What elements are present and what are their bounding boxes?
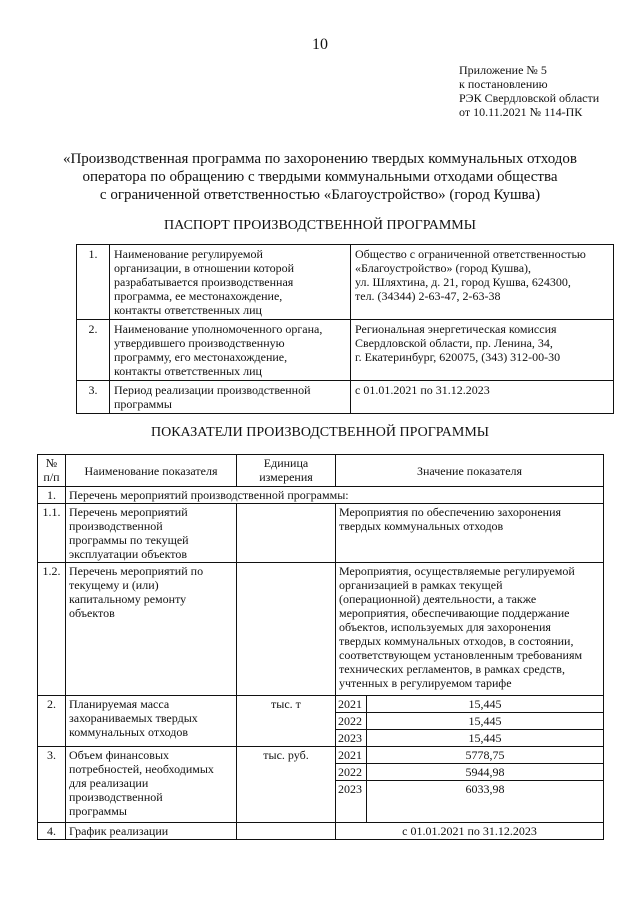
indicators-heading: ПОКАЗАТЕЛИ ПРОИЗВОДСТВЕННОЙ ПРОГРАММЫ (150, 425, 490, 440)
row-number: 1. (38, 487, 66, 504)
passport-row (77, 381, 614, 414)
table-row (38, 487, 604, 504)
value-cell: 15,445 (367, 696, 604, 713)
row-number: 3. (38, 747, 66, 823)
indicator-unit (237, 823, 336, 840)
indicator-name: Планируемая масса захораниваемых твердых коммунальных отходов (66, 696, 237, 747)
indicator-value: Мероприятия по обеспечению захоронения твердых коммунальных отходов (336, 504, 604, 563)
passport-heading: ПАСПОРТ ПРОИЗВОДСТВЕННОЙ ПРОГРАММЫ (164, 218, 476, 233)
table-row (38, 823, 604, 840)
row-number: 1.2. (38, 563, 66, 696)
row-number: 2. (77, 320, 110, 381)
document-title (40, 150, 600, 204)
appendix-line: от 10.11.2021 № 114-ПК (459, 105, 583, 119)
indicator-value: Мероприятия, осуществляемые регулируемой организацией в рамках текущей (операционной) деятельности, а также мероприятия, обеспечивающие поддержание объектов, используемых для захоронения твердых коммунальных отходов, в состоянии, соответствующем установленным требованиям технических регламентов, в рамках средств, учтенных в регулируемом тарифе (336, 563, 604, 696)
indicator-value: с 01.01.2021 по 31.12.2023 (336, 823, 604, 840)
table-header-row (38, 455, 604, 487)
passport-label: Наименование регулируемой организации, в отношении которой разрабатывается производственная программа, ее местонахождение, контакты ответственных лиц (110, 245, 351, 320)
value-cell: 15,445 (367, 713, 604, 730)
appendix-line: Приложение № 5 (459, 63, 547, 77)
indicator-unit: тыс. руб. (237, 747, 336, 823)
table-row (38, 563, 604, 696)
row-number: 1. (77, 245, 110, 320)
table-row (38, 696, 604, 713)
passport-label: Период реализации производственной программы (110, 381, 351, 414)
row-number: 3. (77, 381, 110, 414)
passport-value: Общество с ограниченной ответственностью «Благоустройство» (город Кушва), ул. Шляхтина, д. 21, город Кушва, 624300, тел. (34344) 2-63-47, 2-63-38 (351, 245, 614, 320)
appendix-line: к постановлению (459, 77, 548, 91)
header-name: Наименование показателя (66, 455, 237, 487)
page-number: 10 (312, 36, 328, 53)
header-num: № п/п (38, 455, 66, 487)
indicator-unit (237, 504, 336, 563)
value-cell: 5944,98 (367, 764, 604, 781)
section-title: Перечень мероприятий производственной программы: (66, 487, 604, 504)
year-cell: 2021 (336, 696, 367, 713)
indicator-unit: тыс. т (237, 696, 336, 747)
passport-value: Региональная энергетическая комиссия Свердловской области, пр. Ленина, 34, г. Екатеринбург, 620075, (343) 312-00-30 (351, 320, 614, 381)
table-row (38, 747, 604, 764)
year-cell: 2023 (336, 781, 367, 823)
value-cell: 5778,75 (367, 747, 604, 764)
title-line: «Производственная программа по захоронению твердых коммунальных отходов (62, 151, 578, 167)
year-cell: 2022 (336, 764, 367, 781)
indicator-name: График реализации (66, 823, 237, 840)
passport-row (77, 320, 614, 381)
indicator-unit (237, 563, 336, 696)
row-number: 4. (38, 823, 66, 840)
indicators-table (37, 454, 604, 840)
indicator-name: Перечень мероприятий по текущему и (или) капитальному ремонту объектов (66, 563, 237, 696)
value-cell: 6033,98 (367, 781, 604, 823)
passport-value: с 01.01.2021 по 31.12.2023 (351, 381, 614, 414)
indicator-name: Объем финансовых потребностей, необходимых для реализации производственной программы (66, 747, 237, 823)
header-unit: Единица измерения (237, 455, 336, 487)
appendix-block (459, 63, 599, 119)
year-cell: 2023 (336, 730, 367, 747)
indicator-name: Перечень мероприятий производственной программы по текущей эксплуатации объектов (66, 504, 237, 563)
year-cell: 2022 (336, 713, 367, 730)
title-line: оператора по обращению с твердыми коммунальными отходами общества (82, 169, 558, 185)
title-line: с ограниченной ответственностью «Благоустройство» (город Кушва) (99, 187, 541, 203)
table-row (38, 504, 604, 563)
passport-label: Наименование уполномоченного органа, утвердившего производственную программу, его местонахождение, контакты ответственных лиц (110, 320, 351, 381)
passport-table (76, 244, 614, 414)
appendix-line: РЭК Свердловской области (459, 91, 600, 105)
value-cell: 15,445 (367, 730, 604, 747)
passport-row (77, 245, 614, 320)
row-number: 1.1. (38, 504, 66, 563)
row-number: 2. (38, 696, 66, 747)
year-cell: 2021 (336, 747, 367, 764)
header-value: Значение показателя (336, 455, 604, 487)
